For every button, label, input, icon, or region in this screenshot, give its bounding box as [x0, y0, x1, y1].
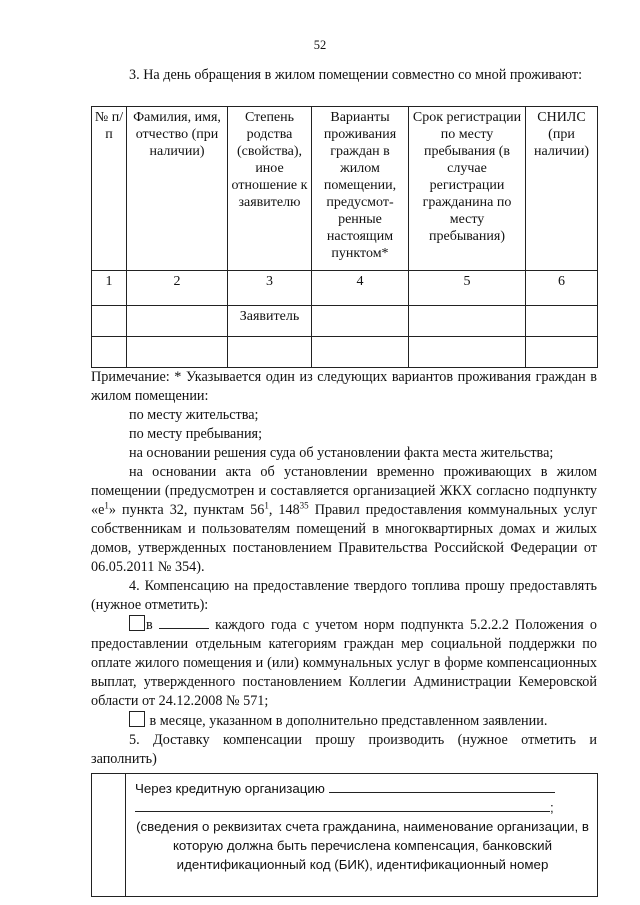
header-cell: Срок регистрации по месту пребывания (в случае регистрации гражданина по месту пребывания) [409, 107, 526, 271]
residents-table [91, 106, 598, 368]
section4-option-yearly: в каждого года с учетом норм подпункта 5.2.2.2 Положения о предоставлении отдельным категориям граждан мер социальной поддержки по оплате жилого помещения и (или) коммунальных услуг в форме компенсационных выплат, утвержденного постановлением Коллегии Администрации Кемеровской области от 24.12.2008 № 571; [91, 617, 598, 709]
table-cell[interactable] [409, 306, 526, 337]
header-cell: Варианты проживания граждан в жилом помещении, предусмот-ренные настоящим пунктом* [312, 107, 409, 271]
number-cell: 1 [92, 271, 127, 306]
section4-intro: 4. Компенсацию на предоставление твердого топлива прошу предоставлять (нужное отметить): [91, 578, 597, 613]
table-cell[interactable] [228, 337, 312, 368]
delivery-option-row [92, 774, 598, 897]
note-intro: Примечание: * Указывается один из следующих вариантов проживания граждан в жилом помещении: [91, 369, 597, 404]
checkbox-yearly[interactable] [129, 615, 145, 631]
applicant-cell: Заявитель [228, 306, 312, 337]
note-act-option: на основании акта об установлении временно проживающих в жилом помещении (предусмотрен и составляется организацией ЖКХ согласно подпункту «$е^1$» пункта 32, пунктам $56^1$, $148^{35}$ Правил предоставления коммунальных услуг собственникам и пользователям помещений в многоквартирных домах и жилых домов, утвержденных постановлением Правительства Российской Федерации от 06.05.2011 № 354). [91, 464, 598, 575]
number-cell: 4 [312, 271, 409, 306]
table-cell[interactable] [526, 306, 598, 337]
table-cell[interactable] [409, 337, 526, 368]
credit-org-input-2[interactable] [135, 798, 550, 812]
section3-intro: 3. На день обращения в жилом помещении совместно со мной проживают: [129, 67, 583, 83]
credit-org-line [135, 779, 590, 798]
credit-org-second-line: ; [135, 798, 590, 817]
table-header-row [92, 107, 598, 271]
document-body [91, 66, 597, 897]
table-row [92, 306, 598, 337]
table-cell[interactable] [312, 306, 409, 337]
header-cell: Степень родства (свойства), иное отношение к заявителю [228, 107, 312, 271]
month-blank-field[interactable] [159, 615, 209, 629]
credit-org-input[interactable] [329, 779, 555, 793]
page-number: 52 [313, 38, 327, 52]
section4-option-monthly: в месяце, указанном в дополнительно представленном заявлении. [91, 711, 597, 731]
note-option: по месту жительства; [129, 407, 259, 423]
number-cell: 5 [409, 271, 526, 306]
table-cell[interactable] [92, 306, 127, 337]
header-cell: СНИЛС (при наличии) [526, 107, 598, 271]
header-cell: № п/п [92, 107, 127, 271]
checkbox-monthly[interactable] [129, 711, 145, 727]
table-cell[interactable] [526, 337, 598, 368]
section5-intro: 5. Доставку компенсации прошу производить (нужное отметить и заполнить) [91, 732, 597, 767]
delivery-options-table [91, 773, 598, 897]
number-cell: 2 [127, 271, 228, 306]
table-cell[interactable] [127, 337, 228, 368]
delivery-checkbox-cell[interactable] [92, 774, 126, 897]
table-cell[interactable] [92, 337, 127, 368]
table-cell[interactable] [127, 306, 228, 337]
table-number-row [92, 271, 598, 306]
note-option: на основании решения суда об установлении факта места жительства; [129, 445, 554, 461]
header-cell: Фамилия, имя, отчество (при наличии) [127, 107, 228, 271]
account-details-note: (сведения о реквизитах счета гражданина, наименование организации, в которую должна быть перечислена компенсация, банковский идентификационный код (БИК), идентификационный номер [136, 819, 589, 872]
credit-org-label: Через кредитную организацию [135, 781, 325, 796]
number-cell: 6 [526, 271, 598, 306]
note-option: по месту пребывания; [129, 426, 263, 442]
table-cell[interactable] [312, 337, 409, 368]
number-cell: 3 [228, 271, 312, 306]
table-row [92, 337, 598, 368]
